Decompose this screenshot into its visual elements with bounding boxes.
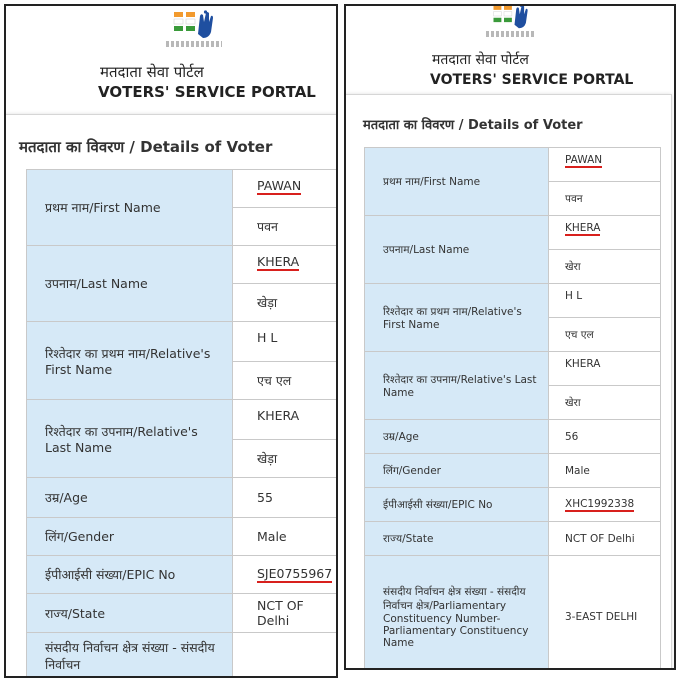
highlighted-field-value: SJE0755967 [257, 566, 333, 581]
field-value: H L [565, 290, 583, 302]
field-label: ईपीआईसी संख्या/EPIC No [383, 498, 493, 511]
field-label: प्रथम नाम/First Name [383, 175, 481, 188]
highlighted-field-value: KHERA [565, 222, 601, 234]
highlighted-field-value: XHC1992338 [565, 497, 635, 510]
field-value-cell [233, 518, 339, 556]
field-label-cell [27, 556, 233, 594]
field-value: पवन [257, 219, 278, 234]
field-label-cell [365, 454, 549, 488]
field-value: खेड़ा [257, 451, 278, 466]
field-value: H L [257, 330, 278, 345]
field-label: रिश्तेदार का प्रथम नाम/Relative's First Name [383, 305, 522, 331]
table-row [27, 322, 339, 362]
field-label: उम्र/Age [45, 490, 88, 505]
field-label: संसदीय निर्वाचन क्षेत्र संख्या - संसदीय निर्वाचन [45, 640, 215, 672]
field-value: खेड़ा [257, 295, 278, 310]
table-row [27, 170, 339, 208]
field-label-cell [27, 633, 233, 679]
field-value-cell [549, 352, 661, 386]
field-label-cell [27, 478, 233, 518]
field-value-cell [549, 148, 661, 182]
field-value: 55 [257, 490, 273, 505]
right-screenshot-panel [344, 4, 676, 670]
field-label-cell [365, 216, 549, 284]
ballot-hand-icon [489, 4, 533, 30]
field-label: संसदीय निर्वाचन क्षेत्र संख्या - संसदीय निर्वाचन क्षेत्र/Parliamentary Constituency Number-Parliamentary Constituency Name [383, 585, 529, 649]
table-row [365, 284, 661, 318]
field-value: खेरा [565, 260, 581, 273]
field-value-cell [233, 556, 339, 594]
field-label-cell [365, 556, 549, 671]
field-value: KHERA [565, 358, 601, 370]
field-value-cell [549, 250, 661, 284]
table-row [27, 594, 339, 633]
table-row [27, 518, 339, 556]
card-heading: मतदाता का विवरण / Details of Voter [363, 118, 583, 133]
field-value-cell [233, 170, 339, 208]
field-label-cell [27, 170, 233, 246]
table-row [365, 216, 661, 250]
field-value-cell [233, 633, 339, 679]
field-value-cell [549, 216, 661, 250]
portal-title-english: VOTERS' SERVICE PORTAL [430, 72, 634, 88]
field-value-cell [233, 400, 339, 440]
field-label: रिश्तेदार का उपनाम/Relative's Last Name [45, 423, 198, 455]
field-value-cell [233, 246, 339, 284]
portal-title [98, 62, 316, 102]
table-row [365, 556, 661, 671]
field-value: NCT OF Delhi [565, 532, 635, 545]
field-value-cell [233, 322, 339, 362]
field-value-cell [549, 522, 661, 556]
field-value: KHERA [257, 408, 300, 423]
portal-title-english: VOTERS' SERVICE PORTAL [98, 83, 316, 101]
portal-title-hindi: मतदाता सेवा पोर्टल [432, 52, 529, 68]
field-label: रिश्तेदार का उपनाम/Relative's Last Name [383, 373, 537, 399]
ballot-hand-icon [170, 8, 218, 40]
table-row [365, 454, 661, 488]
voter-details-table [364, 147, 661, 670]
table-row [27, 400, 339, 440]
field-value-cell [549, 284, 661, 318]
field-value: NCT OF Delhi [257, 598, 304, 628]
field-value: 3-EAST DELHI [565, 610, 638, 623]
field-label-cell [27, 518, 233, 556]
table-row [27, 556, 339, 594]
field-label: रिश्तेदार का प्रथम नाम/Relative's First Name [45, 345, 211, 377]
field-label-cell [365, 488, 549, 522]
field-label: उम्र/Age [383, 430, 419, 443]
field-label: लिंग/Gender [45, 529, 115, 544]
field-label-cell [365, 284, 549, 352]
field-value-cell [549, 182, 661, 216]
table-row [365, 488, 661, 522]
field-label: प्रथम नाम/First Name [45, 200, 161, 215]
table-row [27, 633, 339, 679]
card-heading: मतदाता का विवरण / Details of Voter [19, 138, 273, 156]
table-row [27, 478, 339, 518]
field-label-cell [365, 352, 549, 420]
eci-logo [166, 8, 222, 47]
field-label: उपनाम/Last Name [383, 243, 470, 256]
field-label: ईपीआईसी संख्या/EPIC No [45, 567, 176, 582]
field-value-cell [549, 386, 661, 420]
field-label-cell [365, 522, 549, 556]
field-value-cell [549, 420, 661, 454]
eci-logo [486, 4, 536, 37]
field-value-cell [549, 488, 661, 522]
left-screenshot-panel [4, 4, 338, 678]
field-label-cell [27, 400, 233, 478]
field-value: 56 [565, 430, 579, 443]
portal-title [430, 50, 633, 90]
field-value-cell [233, 208, 339, 246]
table-row [365, 522, 661, 556]
field-label-cell [27, 594, 233, 633]
field-value: पवन [565, 192, 583, 205]
table-row [365, 148, 661, 182]
field-label-cell [365, 148, 549, 216]
field-label: लिंग/Gender [383, 464, 441, 477]
field-value: एच एल [257, 373, 292, 388]
field-value-cell [233, 362, 339, 400]
highlighted-field-value: PAWAN [257, 178, 302, 193]
field-value: Male [565, 464, 590, 477]
field-value-cell [233, 478, 339, 518]
field-value: Male [257, 529, 287, 544]
field-label-cell [27, 246, 233, 322]
highlighted-field-value: PAWAN [565, 154, 603, 166]
portal-title-hindi: मतदाता सेवा पोर्टल [100, 63, 204, 81]
highlighted-field-value: KHERA [257, 254, 300, 269]
field-value-cell [549, 454, 661, 488]
table-row [365, 352, 661, 386]
field-label-cell [365, 420, 549, 454]
field-label: राज्य/State [45, 605, 106, 621]
field-value: एच एल [565, 328, 594, 341]
field-label-cell [27, 322, 233, 400]
field-label: राज्य/State [383, 532, 434, 545]
field-value-cell [233, 594, 339, 633]
table-row [365, 420, 661, 454]
voter-details-table [26, 169, 338, 678]
table-row [27, 246, 339, 284]
field-value-cell [549, 318, 661, 352]
field-value-cell [233, 440, 339, 478]
field-value-cell [549, 556, 661, 671]
field-label: उपनाम/Last Name [45, 276, 148, 291]
field-value-cell [233, 284, 339, 322]
field-value: खेरा [565, 396, 581, 409]
